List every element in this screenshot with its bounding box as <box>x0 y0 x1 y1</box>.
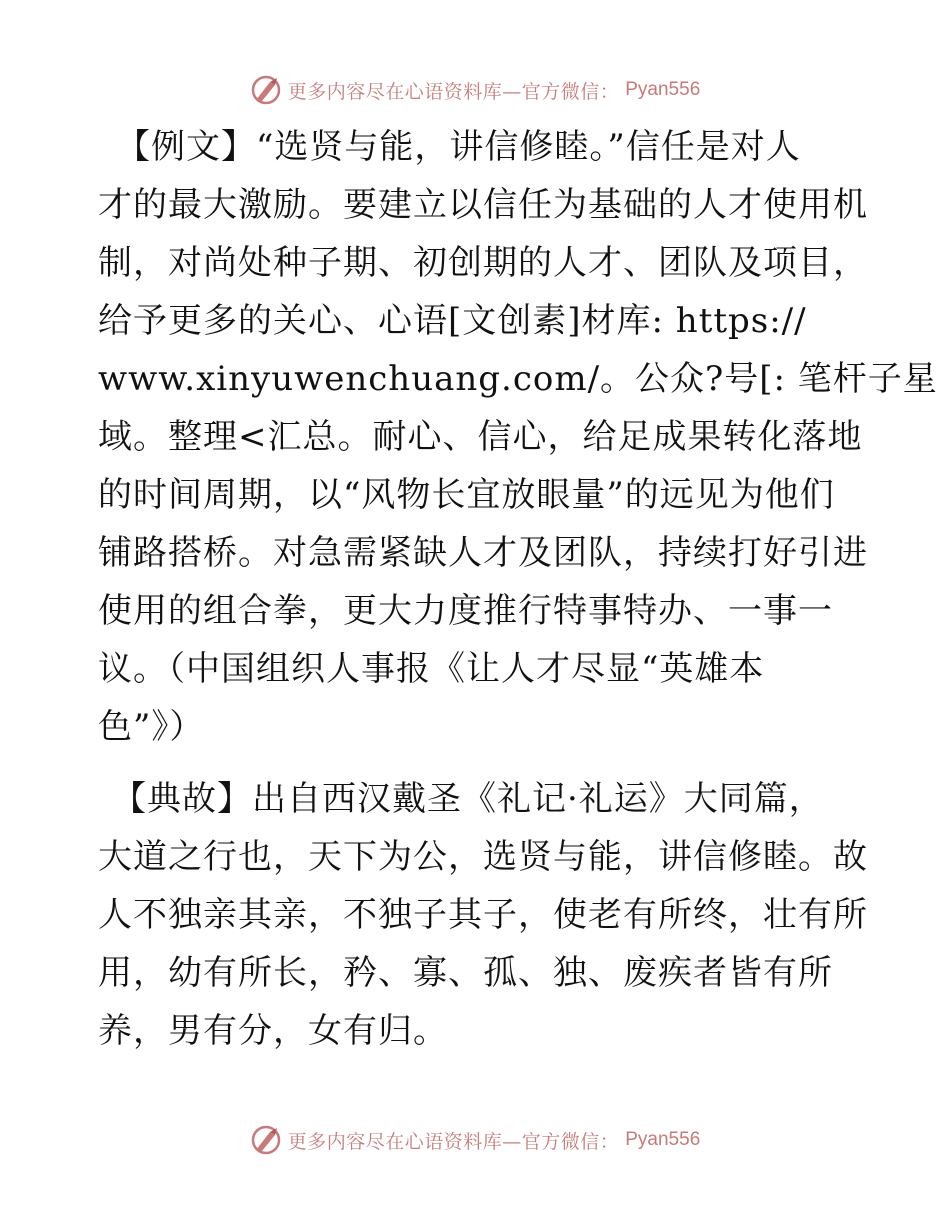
example-line: 域。整理<汇总。耐心、信心，给足成果转化落地 <box>98 417 863 457</box>
allusion-paragraph <box>98 770 868 1060</box>
header-watermark-banner <box>0 70 950 110</box>
allusion-line: 人不独亲其亲，不独子其子，使老有所终，壮有所 <box>98 895 868 935</box>
quill-logo-icon <box>250 1124 282 1156</box>
example-line: 铺路搭桥。对急需紧缺人才及团队，持续打好引进 <box>98 533 868 573</box>
example-line: 色”》） <box>98 707 205 747</box>
allusion-line: 大道之行也，天下为公，选贤与能，讲信修睦。故 <box>98 837 868 877</box>
header-banner-text: 更多内容尽在心语资料库—官方微信： <box>287 80 620 103</box>
example-line: 才的最大激励。要建立以信任为基础的人才使用机 <box>98 185 868 225</box>
allusion-line: 养，男有分，女有归。 <box>98 1011 448 1051</box>
example-line: 【例文】“选贤与能，讲信修睦。”信任是对人 <box>116 127 801 167</box>
example-line: 使用的组合拳，更大力度推行特事特办、一事一 <box>98 591 833 631</box>
allusion-line: 【典故】出自西汉戴圣《礼记·礼运》大同篇， <box>112 779 824 819</box>
example-line: 的时间周期，以“风物长宜放眼量”的远见为他们 <box>98 475 835 515</box>
allusion-line: 用，幼有所长，矜、寡、孤、独、废疾者皆有所 <box>98 953 833 993</box>
footer-banner-account: Pyan556 <box>625 1129 701 1150</box>
example-line: www.xinyuwenchuang.com/。公众?号[: 笔杆子星 <box>98 359 938 399</box>
footer-watermark-banner <box>0 1120 950 1160</box>
example-paragraph <box>98 118 938 756</box>
quill-logo-icon <box>250 74 282 106</box>
example-line: 给予更多的关心、心语[文创素]材库: https:// <box>98 301 807 341</box>
header-banner-account: Pyan556 <box>625 79 701 100</box>
footer-banner-text: 更多内容尽在心语资料库—官方微信： <box>287 1130 620 1153</box>
example-line: 制，对尚处种子期、初创期的人才、团队及项目， <box>98 243 868 283</box>
document-body <box>98 118 938 1060</box>
example-line: 议。（中国组织人事报《让人才尽显“英雄本 <box>98 649 765 689</box>
